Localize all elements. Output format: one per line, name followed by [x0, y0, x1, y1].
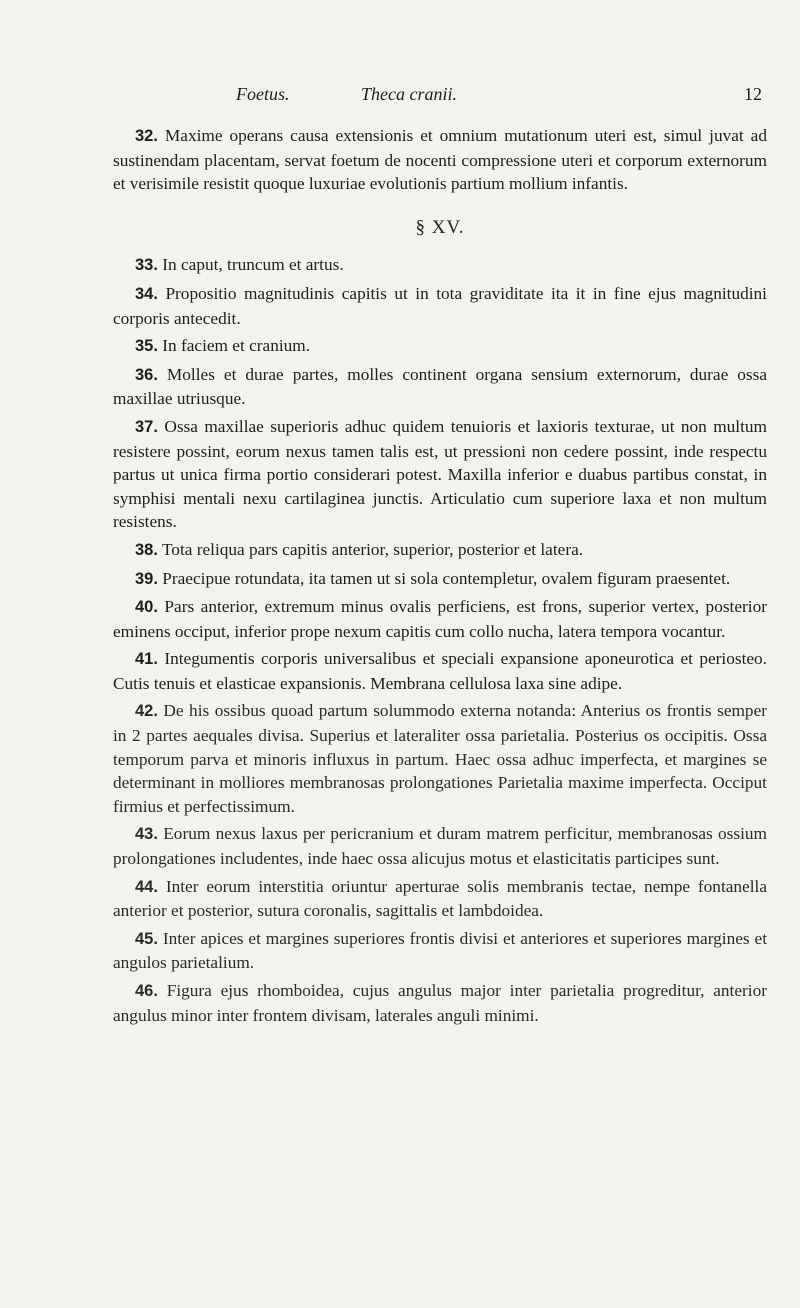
- paragraph-41: [113, 647, 767, 695]
- paragraph-text: In faciem et cranium.: [162, 336, 311, 356]
- paragraph-text: Pars anterior, extremum minus ovalis perficiens, est frons, superior vertex, posterior eminens occiput, inferior prope nexum capitis cum collo nucha, latera tempora vocantur.: [113, 597, 767, 641]
- paragraph-35: [113, 334, 767, 359]
- paragraph-number: 35.: [135, 337, 158, 356]
- running-head-center: Theca cranii.: [361, 84, 457, 104]
- paragraph-45: [113, 927, 767, 975]
- paragraph-37: [113, 415, 767, 534]
- paragraph-number: 46.: [135, 982, 158, 1000]
- paragraph-number: 32.: [135, 127, 158, 145]
- paragraph-42: [113, 699, 767, 818]
- paragraph-text: Propositio magnitudinis capitis ut in tota graviditate ita it in fine ejus magnitudini corporis antecedit.: [113, 283, 767, 328]
- paragraph-number: 40.: [135, 598, 158, 617]
- paragraph-36: [113, 363, 767, 411]
- paragraph-38: [113, 538, 767, 563]
- body-text: [113, 124, 767, 1031]
- paragraph-number: 34.: [135, 284, 158, 303]
- paragraph-43: [113, 822, 767, 870]
- section-heading: § XV.: [415, 216, 465, 238]
- paragraph-number: 44.: [135, 877, 158, 896]
- paragraph-number: 41.: [135, 650, 158, 669]
- paragraph-text: Tota reliqua pars capitis anterior, superior, posterior et latera.: [161, 539, 584, 559]
- paragraph-text: Praecipue rotundata, ita tamen ut si sola contempletur, ovalem figuram praesentet.: [162, 568, 731, 588]
- paragraph-text: Ossa maxillae superioris adhuc quidem tenuioris et laxioris texturae, ut non multum resistere possint, eorum nexus tamen talis est, ut pressioni non cedere possint, inde respectu partus ut unica firma portio considerari potest. Maxilla inferior e duabus partibus constat, in symphisi mentali nexu cartilaginea junctis. Articulatio cum superiore laxa et non multum resistens.: [113, 416, 767, 532]
- paragraph-33: [113, 253, 767, 278]
- page-number: 12: [744, 84, 762, 104]
- paragraph-text: Molles et durae partes, molles continent organa sensium externorum, durae ossa maxillae utriusque.: [113, 364, 767, 409]
- paragraph-text: Inter eorum interstitia oriuntur aperturae solis membranis tectae, nempe fontanella anterior et posterior, sutura coronalis, sagittalis et lambdoidea.: [113, 876, 767, 921]
- paragraph-text: De his ossibus quoad partum solummodo externa notanda: Anterius os frontis semper in 2 partes aequales divisa. Superius et lateraliter ossa parietalia. Posterius os occipitis. Ossa temporum parva et minoris influxus in partum. Haec ossa adhuc imperfecta, et margines se determinant in molliores membranosas prolongationes Parietalia maxime imperfecta. Occiput firmius et perfectissimum.: [113, 701, 767, 816]
- paragraph-text: Integumentis corporis universalibus et speciali expansione aponeurotica et periosteo. Cutis tenuis et elasticae expansionis. Membrana cellulosa laxa sine adipe.: [113, 649, 767, 693]
- paragraph-40: [113, 595, 767, 643]
- paragraph-text: Inter apices et margines superiores frontis divisi et anteriores et superiores margines et angulos parietalium.: [113, 928, 767, 973]
- paragraph-32: [113, 124, 767, 196]
- paragraph-46: [113, 979, 767, 1027]
- paragraph-number: 43.: [135, 825, 158, 844]
- paragraph-number: 45.: [135, 929, 158, 948]
- paragraph-number: 33.: [135, 256, 158, 275]
- paragraph-text: In caput, truncum et artus.: [162, 255, 344, 275]
- paragraph-number: 37.: [135, 417, 158, 436]
- paragraph-34: [113, 282, 767, 330]
- paragraph-text: Maxime operans causa extensionis et omnium mutationum uteri est, simul juvat ad sustinendam placentam, servat foetum de nocenti compressione uteri et corporum externorum et verisimile resistit quoque luxuriae evolutionis partium mollium infantis.: [113, 126, 767, 194]
- paragraph-number: 42.: [135, 702, 158, 721]
- running-head-left: Foetus.: [236, 84, 290, 104]
- paragraph-number: 36.: [135, 365, 158, 384]
- running-head: [0, 84, 800, 108]
- paragraph-number: 39.: [135, 569, 158, 588]
- paragraph-number: 38.: [135, 540, 158, 559]
- paragraph-44: [113, 875, 767, 923]
- paragraph-text: Figura ejus rhomboidea, cujus angulus major inter parietalia progreditur, anterior angulus minor inter frontem divisam, laterales anguli minimi.: [113, 981, 767, 1025]
- paragraph-text: Eorum nexus laxus per pericranium et duram matrem perficitur, membranosas ossium prolongationes includentes, inde haec ossa alicujus motus et elasticitatis participes sunt.: [113, 824, 767, 869]
- paragraph-39: [113, 567, 767, 592]
